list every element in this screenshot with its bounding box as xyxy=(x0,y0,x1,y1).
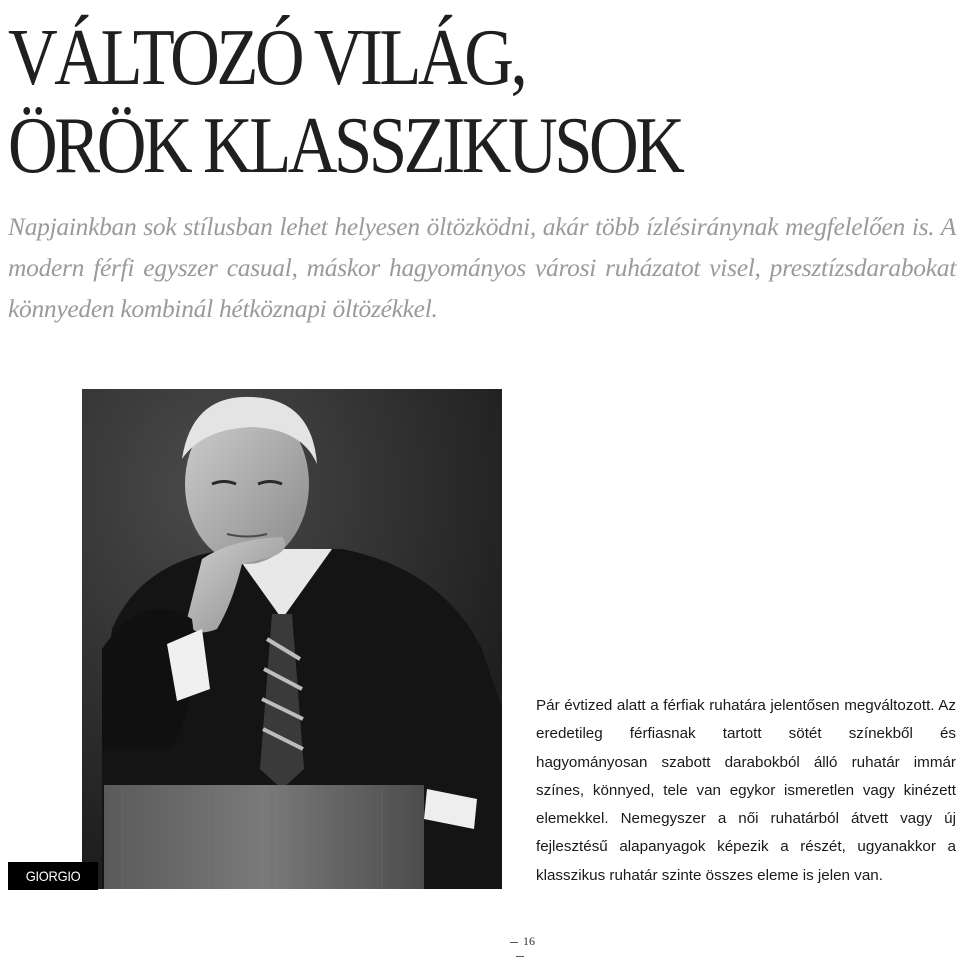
lead-paragraph: Napjainkban sok stílusban lehet helyesen öltözködni, akár több ízlésiránynak megfelelően is. A modern férfi egyszer casual, máskor hagyományos városi ruházatot visel, presztízsdarabokat könnyeden kombinál hétköznapi öltözékkel. xyxy=(8,212,956,323)
portrait-photo xyxy=(82,389,502,889)
page-number: 16 xyxy=(500,934,540,962)
body-paragraph: Pár évtized alatt a férfiak ruhatára jelentősen megváltozott. Az eredetileg férfiasnak tartott sötét színekből és hagyományosan szabott darabokból álló ruhatár immár színes, könnyed, tele van egykor ismeretlen vagy kinézett elemekkel. Nemegyszer a női ruhatárból átvett vagy új fejlesztésű alapanyagok képezik a részét, ugyanakkor a klasszikus ruhatár szinte összes eleme is jelen van. xyxy=(536,697,956,884)
article-title-line-1: VÁLTOZÓ VILÁG, xyxy=(8,14,525,102)
article-title-line-2: ÖRÖK KLASSZIKUSOK xyxy=(8,102,682,190)
portrait-illustration xyxy=(82,389,502,889)
photo-caption: GIORGIO ARMANI xyxy=(8,862,98,890)
article-title xyxy=(8,14,816,190)
